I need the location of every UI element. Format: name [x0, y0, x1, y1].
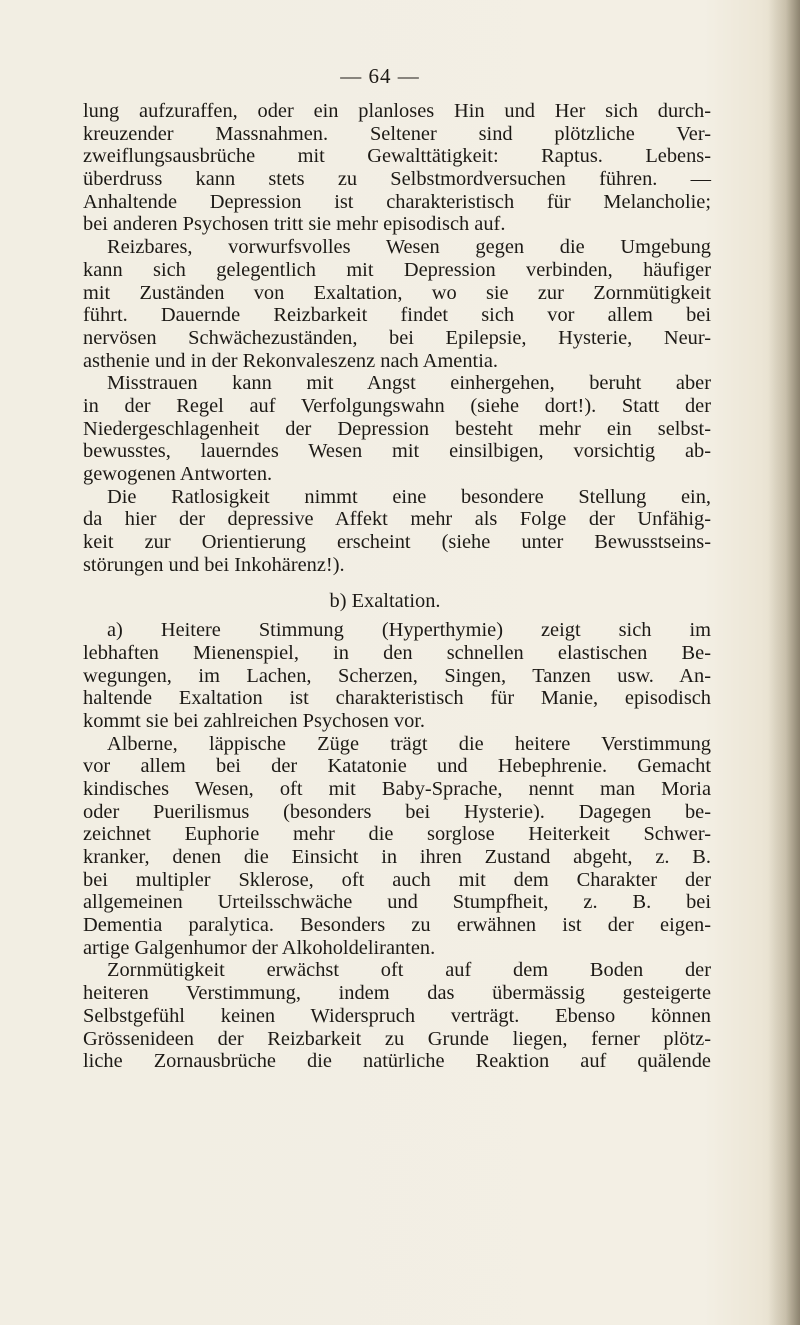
- text-line: keit zur Orientierung erscheint (siehe unter Bewusstseins-: [83, 531, 711, 554]
- text-line: Anhaltende Depression ist charakteristisch für Melancholie;: [83, 190, 711, 213]
- text-line: da hier der depressive Affekt mehr als Folge der Unfähig-: [83, 508, 711, 531]
- text-line: mit Zuständen von Exaltation, wo sie zur Zornmütigkeit: [83, 281, 711, 304]
- text-line: lebhaften Mienenspiel, in den schnellen elastischen Be-: [83, 641, 711, 664]
- text-line: zweiflungsausbrüche mit Gewalttätigkeit: Raptus. Lebens-: [83, 145, 711, 168]
- text-line: gewogenen Antworten.: [83, 463, 273, 485]
- text-line: kommt sie bei zahlreichen Psychosen vor.: [83, 709, 426, 732]
- text-line: Grössenideen der Reizbarkeit zu Grunde liegen, ferner plötz-: [83, 1027, 711, 1050]
- text-line: bei anderen Psychosen tritt sie mehr episodisch auf.: [83, 213, 506, 236]
- text-line: allgemeinen Urteilsschwäche und Stumpfheit, z. B. bei: [83, 891, 711, 914]
- text-line: kranker, denen die Einsicht in ihren Zustand abgeht, z. B.: [83, 846, 711, 868]
- text-line: asthenie und in der Rekonvaleszenz nach Amentia.: [83, 349, 499, 372]
- section-heading: b) Exaltation.: [329, 590, 441, 613]
- text-line: liche Zornausbrüche die natürliche Reaktion auf quälende: [83, 1050, 711, 1073]
- text-line: nervösen Schwächezuständen, bei Epilepsie, Hysterie, Neur-: [83, 326, 711, 349]
- text-line: haltende Exaltation ist charakteristisch für Manie, episodisch: [83, 687, 711, 710]
- text-line: wegungen, im Lachen, Scherzen, Singen, Tanzen usw. An-: [83, 664, 711, 687]
- text-line: kindisches Wesen, oft mit Baby-Sprache, nennt man Moria: [83, 777, 711, 800]
- text-line: führt. Dauernde Reizbarkeit findet sich vor allem bei: [83, 304, 711, 327]
- page-edge-shadow: [768, 0, 800, 1325]
- text-line: lung aufzuraffen, oder ein planloses Hin und Her sich durch-: [83, 100, 711, 122]
- body-text: [83, 100, 711, 1073]
- text-line: oder Puerilismus (besonders bei Hysterie). Dagegen be-: [83, 800, 711, 823]
- text-line: heiteren Verstimmung, indem das übermässig gesteigerte: [83, 982, 711, 1005]
- text-line: kreuzender Massnahmen. Seltener sind plötzliche Ver-: [83, 122, 711, 145]
- text-line: Misstrauen kann mit Angst einhergehen, beruht aber: [107, 372, 711, 395]
- text-line: Selbstgefühl keinen Widerspruch verträgt. Ebenso können: [83, 1004, 711, 1027]
- text-line: Dementia paralytica. Besonders zu erwähnen ist der eigen-: [83, 914, 711, 937]
- text-line: Alberne, läppische Züge trägt die heitere Verstimmung: [107, 732, 711, 755]
- text-line: bewusstes, lauerndes Wesen mit einsilbigen, vorsichtig ab-: [83, 440, 711, 463]
- text-line: zeichnet Euphorie mehr die sorglose Heiterkeit Schwer-: [83, 823, 711, 846]
- text-line: artige Galgenhumor der Alkoholdeliranten.: [83, 936, 436, 959]
- text-line: kann sich gelegentlich mit Depression verbinden, häufiger: [83, 258, 711, 281]
- text-line: vor allem bei der Katatonie und Hebephrenie. Gemacht: [83, 755, 711, 778]
- page-number: — 64 —: [340, 64, 420, 88]
- text-line: Zornmütigkeit erwächst oft auf dem Boden der: [107, 959, 711, 982]
- text-line: störungen und bei Inkohärenz!).: [83, 553, 345, 576]
- text-line: überdruss kann stets zu Selbstmordversuchen führen. —: [83, 168, 711, 191]
- text-line: bei multipler Sklerose, oft auch mit dem Charakter der: [83, 868, 711, 891]
- text-line: Niedergeschlagenheit der Depression besteht mehr ein selbst-: [83, 417, 711, 440]
- section-gap: [83, 576, 711, 590]
- text-line: Reizbares, vorwurfsvolles Wesen gegen die Umgebung: [107, 236, 711, 259]
- text-line: a) Heitere Stimmung (Hyperthymie) zeigt sich im: [107, 619, 711, 642]
- text-line: in der Regel auf Verfolgungswahn (siehe dort!). Statt der: [83, 394, 711, 417]
- text-line: Die Ratlosigkeit nimmt eine besondere Stellung ein,: [107, 485, 711, 508]
